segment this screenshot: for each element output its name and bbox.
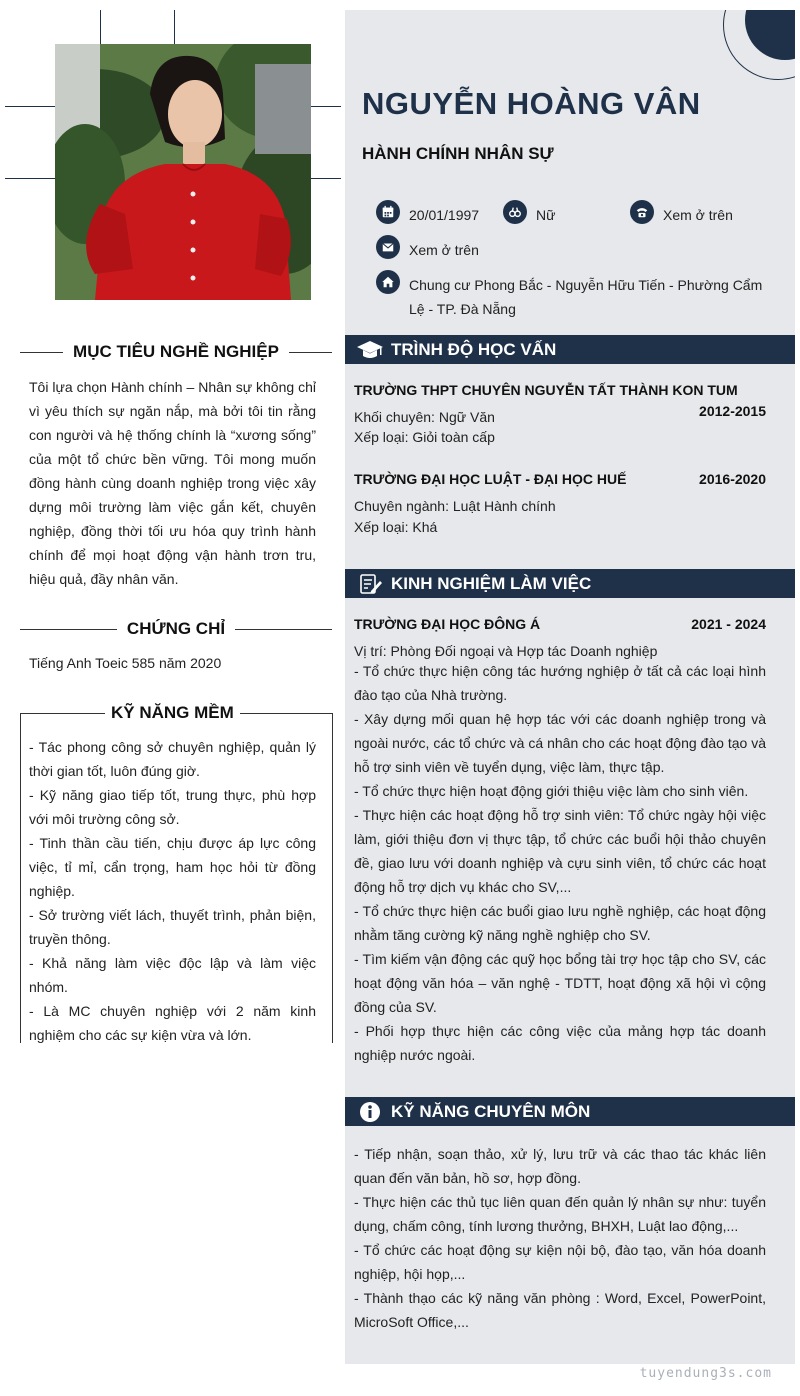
experience-item: - Thực hiện các hoạt động hỗ trợ sinh viên: Tổ chức ngày hội việc làm, giới thiệu đơn vị thực tập, tổ chức các buổi hội thảo chuyên đề, giao lưu với doanh nghiệp và cựu sinh viên, tổ chức các hoạt động hỗ trợ dịch vụ khác cho SV,... [354,807,766,895]
gender-value: Nữ [536,207,556,223]
edu-grade-1: Xếp loại: Giỏi toàn cấp [354,429,495,445]
graduation-cap-icon [355,338,385,362]
email-item [376,238,479,262]
info-icon [355,1100,385,1124]
edu-major-1: Khối chuyên: Ngữ Văn [354,409,495,425]
certificate-item: Tiếng Anh Toeic 585 năm 2020 [29,655,222,671]
frame-line [311,106,341,107]
soft-skill-item: - Sở trường viết lách, thuyết trình, phản biện, truyền thông. [29,907,316,947]
gender-icon [503,200,527,224]
candidate-name: NGUYỄN HOÀNG VÂN [362,86,701,121]
exp-position: Vị trí: Phòng Đối ngoại và Hợp tác Doanh nghiệp [354,643,658,659]
frame-line [5,106,55,107]
frame-line [100,10,101,44]
experience-item: - Tổ chức thực hiện công tác hướng nghiệp ở tất cả các loại hình đào tạo của Nhà trường. [354,663,766,703]
edu-school-1: TRƯỜNG THPT CHUYÊN NGUYỄN TẤT THÀNH KON TUM [354,382,738,398]
address-value: Chung cư Phong Bắc - Nguyễn Hữu Tiến - Phường Cẩm Lệ - TP. Đà Nẵng [409,277,763,317]
envelope-icon [376,235,400,259]
clipboard-pen-icon [355,572,385,596]
edu-years-2: 2016-2020 [699,471,766,487]
soft-skill-item: - Khả năng làm việc độc lập và làm việc nhóm. [29,955,316,995]
certificates-title: CHỨNG CHỈ [126,619,226,638]
exp-company: TRƯỜNG ĐẠI HỌC ĐÔNG Á [354,616,541,632]
experience-item: - Tổ chức thực hiện các buổi giao lưu nghề nghiệp, các hoạt động nhằm tăng cường kỹ năng nghề nghiệp cho SV. [354,903,766,943]
soft-skill-item: - Tinh thần cầu tiến, chịu được áp lực công việc, tỉ mỉ, cẩn trọng, ham học hỏi từ đồng nghiệp. [29,835,316,899]
address-item [376,273,766,321]
pro-skill-item: - Tiếp nhận, soạn thảo, xử lý, lưu trữ và các thao tác khác liên quan đến văn bản, hồ sơ, hợp đồng. [354,1146,766,1186]
footer-brand: tuyendung3s.com [639,1366,772,1381]
edu-grade-2: Xếp loại: Khá [354,519,438,535]
phone-item [630,203,733,227]
edu-years-1: 2012-2015 [699,403,766,419]
experience-item: - Tìm kiếm vận động các quỹ học bổng tài trợ học tập cho SV, các hoạt động văn hóa – văn nghệ - TDTT, hoạt động xã hội vì cộng đồng của SV. [354,951,766,1015]
experience-item: - Xây dựng mối quan hệ hợp tác với các doanh nghiệp trong và ngoài nước, các tổ chức và cá nhân cho các hoạt động đào tạo và hỗ trợ sinh viên về tuyển dụng, việc làm, thực tập. [354,711,766,775]
calendar-icon [376,200,400,224]
gender-item [503,203,555,227]
education-title: TRÌNH ĐỘ HỌC VẤN [391,339,557,359]
education-header [345,335,795,364]
objective-heading [20,342,332,362]
frame-line [5,178,55,179]
phone-icon [630,200,654,224]
birthday-item [376,203,479,227]
pro-skill-item: - Tổ chức các hoạt động sự kiện nội bộ, đào tạo, văn hóa doanh nghiệp, hội họp,... [354,1242,766,1282]
experience-item: - Tổ chức thực hiện hoạt động giới thiệu việc làm cho sinh viên. [354,783,749,799]
pro-skill-item: - Thành thạo các kỹ năng văn phòng : Word, Excel, PowerPoint, MicroSoft Office,... [354,1290,766,1330]
heading-rule [289,352,332,353]
heading-rule [235,629,332,630]
objective-text: Tôi lựa chọn Hành chính – Nhân sự không chỉ vì yêu thích sự ngăn nắp, mà bởi tôi tin rằng con người và hệ thống chính là “xương sống” của một tổ chức bền vững. Tôi mong muốn đồng hành cùng doanh nghiệp trong việc xây dựng môi trường làm việc gắn kết, chuyên nghiệp, đồng thời tối ưu hóa quy trình hành chính để mọi hoạt động vận hành trơn tru, hiệu quả, đầy nhân văn. [29,379,316,587]
portrait-image [55,44,311,300]
soft-skills-list [29,735,316,1047]
objective-title: MỤC TIÊU NGHỀ NGHIỆP [73,342,279,361]
birthday-value: 20/01/1997 [409,207,480,223]
exp-years: 2021 - 2024 [691,616,766,632]
pro-skills-header [345,1097,795,1126]
frame-line [174,10,175,44]
pro-skill-item: - Thực hiện các thủ tục liên quan đến quản lý nhân sự như: tuyển dụng, chấm công, tính lương thưởng, BHXH, Luật lao động,... [354,1194,766,1234]
heading-rule [20,352,63,353]
email-value: Xem ở trên [409,242,479,258]
soft-skill-item: - Tác phong công sở chuyên nghiệp, quản lý thời gian tốt, luôn đúng giờ. [29,739,316,779]
certificates-heading [20,619,332,639]
experience-item: - Phối hợp thực hiện các công việc của mảng hợp tác doanh nghiệp nước ngoài. [354,1023,766,1063]
phone-value: Xem ở trên [663,207,733,223]
heading-rule [20,629,117,630]
experience-title: KINH NGHIỆM LÀM VIỆC [391,573,592,593]
experience-list [354,659,766,1067]
soft-skill-item: - Là MC chuyên nghiệp với 2 năm kinh nghiệm cho các sự kiện vừa và lớn. [29,1003,316,1043]
experience-header [345,569,795,598]
soft-skills-title: KỸ NĂNG MỀM [105,703,240,723]
pro-skills-list [354,1142,766,1334]
home-icon [376,270,400,294]
candidate-position: HÀNH CHÍNH NHÂN SỰ [362,144,554,163]
frame-line [311,178,341,179]
pro-skills-title: KỸ NĂNG CHUYÊN MÔN [391,1101,591,1121]
profile-photo [55,44,311,300]
edu-school-2: TRƯỜNG ĐẠI HỌC LUẬT - ĐẠI HỌC HUẾ [354,471,627,487]
soft-skill-item: - Kỹ năng giao tiếp tốt, trung thực, phù hợp với môi trường công sở. [29,787,316,827]
edu-major-2: Chuyên ngành: Luật Hành chính [354,498,556,514]
